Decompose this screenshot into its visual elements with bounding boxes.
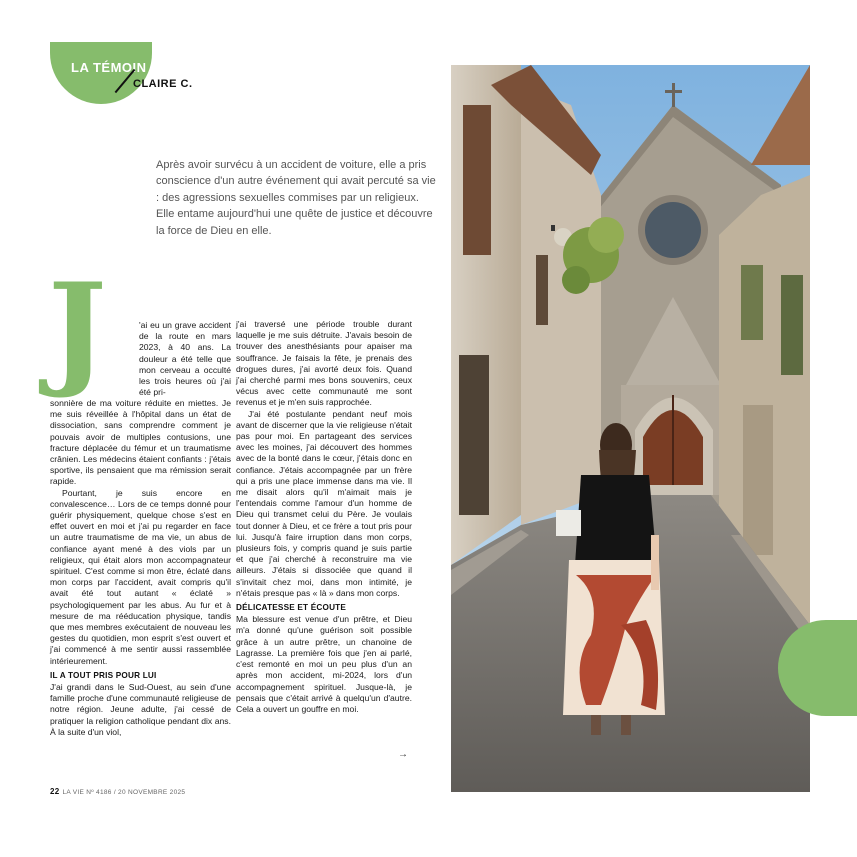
paragraph-1-start: 'ai eu un grave accident de la route en mars 2023, à 40 ans. La douleur a été telle que mon cerveau a occulté les trois heures où j'ai été pri- (139, 320, 231, 398)
section-label: LA TÉMOIN (71, 60, 147, 75)
witness-name: CLAIRE C. (133, 78, 193, 90)
column-1 (50, 398, 231, 738)
issue-info: LA VIE Nº 4186 / 20 NOVEMBRE 2025 (62, 789, 186, 796)
paragraph-6: Ma blessure est venue d'un prêtre, et Dieu m'a donné qu'une guérison soit possible grâce à un autre prêtre, un chanoine de Lagrasse. La première fois que j'en ai parlé, c'est remonté en moi un peu plus d'un an après mon accident, mi-2024, lors d'un accompagnement spirituel. Jusque-là, je pensais que c'était arrivé à quelqu'un d'autre. Cela a ouvert un gouffre en moi. (236, 614, 412, 714)
street-photo (451, 65, 810, 792)
article-lead: Après avoir survécu à un accident de voiture, elle a pris conscience d'un autre événement qui avait percuté sa vie : des agressions sexuelles commises par un religieux. Elle entame aujourd'hui une quête de justice et découvre la force de Dieu en elle. (156, 159, 436, 237)
drop-cap: J (48, 257, 107, 402)
paragraph-4: j'ai traversé une période trouble durant laquelle je me suis détruite. J'avais besoin de trouver des anesthésiants pour apaiser ma souffrance. Je faisais la fête, je prenais des drogues dures, j'ai avorté deux fois. Quand j'ai cherché parmi mes bons souvenirs, ceux vécus avec cette communauté me sont revenus et je m'en suis rapprochée. (236, 319, 412, 408)
paragraph-5: J'ai été postulante pendant neuf mois avant de discerner que la vie religieuse n'était pas pour moi. En partageant des services avec les moines, j'ai découvert des hommes avec de la bonté dans le cœur, j'étais donc en confiance. J'étais accompagnée par un frère qui a pris une place immense dans ma vie. Il me disait alors qu'il m'aimait mais je l'entendais comme l'amour d'un homme de Dieu qui transmet celui du Père. Je voulais tout donner à Dieu, et ce frère a tout pris pour lui. Jusqu'à faire irruption dans mon corps, plusieurs fois, y compris quand je suis partie et que j'ai cherché à reconstruire ma vie ailleurs. J'étais si dissociée que quand il s'invitait chez moi, dans mon intimité, je n'étais presque pas « là » dans mon corps. (236, 408, 412, 598)
subheading-2: DÉLICATESSE ET ÉCOUTE (236, 603, 347, 613)
page-footer (50, 787, 185, 796)
continue-arrow-icon: → (398, 749, 408, 760)
page-number: 22 (50, 787, 60, 796)
paragraph-3: J'ai grandi dans le Sud-Ouest, au sein d'une famille proche d'une communauté religieuse de notre région. Jeune adulte, j'ai cessé de pratiquer la religion catholique pendant dix ans. À la suite d'un viol, (50, 682, 231, 737)
column-2 (236, 319, 412, 715)
paragraph-1-end: sonnière de ma voiture réduite en miettes. Je me suis réveillée à l'hôpital dans un état de dissociation, sans comprendre comment je pouvais avoir de multiples contusions, une fracture déplacée du fémur et un traumatisme crânien. Les médecins étaient confiants : j'étais sportive, ils pensaient que ma rémission serait rapide. (50, 398, 231, 487)
column-1-top (139, 320, 231, 398)
subheading-1: IL A TOUT PRIS POUR LUI (50, 670, 157, 680)
paragraph-2: Pourtant, je suis encore en convalescence… Lors de ce temps donné pour guérir physiquement, quelque chose s'est en effet ouvert en moi et j'ai pu regarder en face un autre traumatisme de ma vie, un abus de confiance ayant mené à des viols par un religieux, qui était alors mon accompagnateur spirituel. C'est comme si mon être, éclaté dans mon corps par l'accident, avait compris qu'il avait été tout autant « éclaté » psychologiquement par les abus. Au fur et à mesure de ma rééducation physique, tandis que mes membres exécutaient de nouveau les gestes du quotidien, mon esprit s'est ouvert et j'ai commencé à me sentir aussi rassemblée intérieurement. (50, 487, 231, 666)
